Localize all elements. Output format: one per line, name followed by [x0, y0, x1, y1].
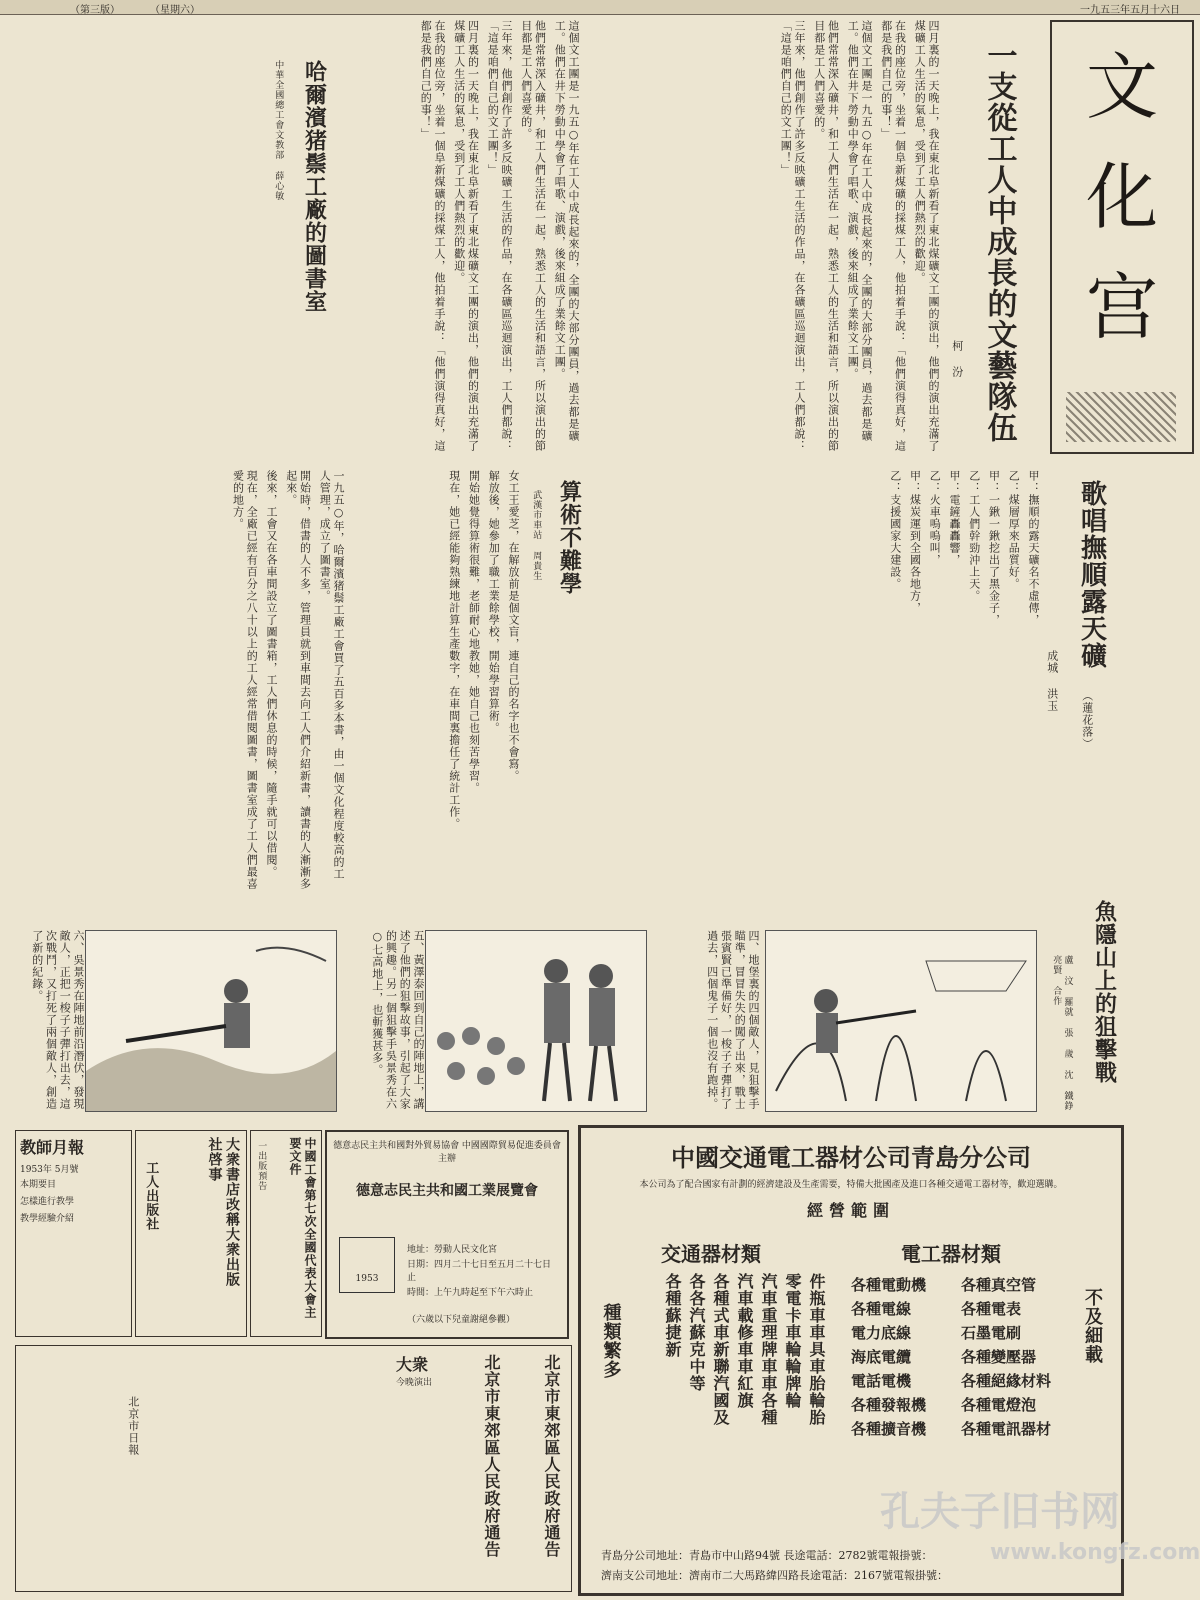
- qingdao-scope-title: 經營範圍: [806, 1201, 895, 1220]
- arith-paragraph: 解放後，她參加了職工業餘學校，開始學習算術。: [487, 470, 501, 734]
- qingdao-side-left: 種類繁多: [600, 1303, 622, 1379]
- song-line: 乙：火車嗚嗚叫，: [928, 470, 942, 566]
- teacher-monthly-line: 教學經驗介紹: [20, 1214, 75, 1224]
- jinan-footer-address: 濟南支公司地址：濟南市二大馬路緯四路長途電話：2167號電報掛號：: [601, 1569, 948, 1582]
- song-author: 成城 洪玉: [1045, 650, 1059, 712]
- troupe-paragraph: 四月裏的一天晚上，我在東北阜新看了東北煤礦文工團的演出，他們的演出充滿了煤礦工人生活的氣息，受到了工人們熱烈的歡迎。: [452, 20, 480, 452]
- expo-date: 日期：四月二十七日至五月二十七日止: [407, 1260, 552, 1283]
- masthead-char-2: 化: [1085, 155, 1159, 239]
- library-headline: 哈爾濱猪鬃工廠的圖書室: [301, 60, 328, 313]
- expo-time: 時間：上午九時起至下午六時止: [407, 1288, 534, 1298]
- troupe-paragraph: 三年來，他們創作了許多反映礦工生活的作品，在各礦區巡迴演出，工人們都說：「這是咱們自己的文工團！」: [779, 20, 806, 452]
- notice-dazhong-sub: 今晚演出: [396, 1378, 433, 1388]
- comic-panel-6: [85, 930, 337, 1112]
- song-line: 甲：一鍬一鍬挖出了黑金子，: [987, 470, 1001, 626]
- traffic-category-title: 交通器材類: [661, 1242, 761, 1266]
- arith-author: 武漢市車站 周貴生: [531, 490, 542, 581]
- congress-title: 中國工會第七次全國代表大會主要文件: [288, 1137, 317, 1319]
- song-genre: （蓮花落）: [1080, 690, 1094, 750]
- watermark-text: 孔夫子旧书网: [880, 1489, 1120, 1535]
- arith-headline: 算術不難學: [556, 480, 583, 595]
- comic-caption-6: [15, 930, 85, 1110]
- troupe-headline: 一支從工人中成長的文藝隊伍: [981, 40, 1017, 443]
- expo-title: 德意志民主共和國工業展覽會: [356, 1183, 538, 1199]
- sniper-authors: 盧 汶 羅就 張 歲 沈 鐵錚 亮賢 合作: [1051, 955, 1073, 1111]
- troupe-paragraph: 四月裏的一天晚上，我在東北阜新看了東北煤礦文工團的演出，他們的演出充滿了煤礦工人生活的氣息，受到了工人們熱烈的歡迎。: [913, 20, 940, 452]
- expo-note: （六歲以下兒童謝絕參觀）: [407, 1315, 516, 1325]
- notice-title: 北京市東郊區人民政府通告: [542, 1354, 561, 1558]
- troupe-paragraph: 他們常常深入礦井，和工人們生活在一起，熟悉工人的生活和語言，所以演出的節目都是工人們喜愛的。: [519, 20, 547, 452]
- library-paragraph: 現在，全廠已經有百分之八十以上的工人經常借閱圖書，圖書室成了工人們最喜愛的地方。: [231, 470, 259, 890]
- electric-item: 各種擴音機: [851, 1420, 927, 1438]
- troupe-paragraph: 在我的座位旁，坐着一個阜新煤礦的採煤工人，他拍着手說：「他們演得真好，這都是我們自己的事！」: [419, 20, 446, 452]
- troupe-paragraph: 三年來，他們創作了許多反映礦工生活的作品，在各礦區巡迴演出，工人們都說：「這是咱們自己的文工團！」: [486, 20, 513, 452]
- song-line: 甲：煤炭運到全國各地方，: [908, 470, 922, 614]
- arith-paragraph: 現在，她已經能夠熟練地計算生產數字，在車間裏擔任了統計工作。: [447, 470, 461, 830]
- traffic-item-col: 各種式車新聯汽國及: [711, 1273, 730, 1426]
- electric-item: 各種電表: [961, 1300, 1022, 1318]
- comic-panel-4: [765, 930, 1037, 1112]
- arith-body: [355, 470, 520, 890]
- page-header: [0, 0, 1200, 15]
- comic-caption-4: [650, 930, 760, 1110]
- electric-item: 各種電燈泡: [961, 1396, 1037, 1414]
- masthead-title: [1062, 32, 1180, 392]
- teacher-monthly-issue: 1953年 5月號: [20, 1165, 79, 1175]
- traffic-item-col: 各各汽蘇克中等: [687, 1273, 706, 1392]
- congress-note: 一出版預告: [256, 1141, 267, 1191]
- qingdao-title: 中國交通電工器材公司青島分公司: [671, 1143, 1031, 1172]
- song-line: 甲：撫順的露天礦名不虛傳，: [1027, 470, 1040, 626]
- troupe-body: [590, 20, 940, 460]
- watermark-url: www.kongfz.com: [990, 1540, 1200, 1565]
- song-headline: 歌唱撫順露天礦: [1076, 480, 1107, 669]
- qingdao-side-right: 不及細載: [1082, 1288, 1103, 1364]
- library-body: [15, 470, 345, 890]
- electric-item: 各種真空管: [961, 1276, 1037, 1294]
- sniper-illustration-icon: [766, 931, 1036, 1111]
- expo-sponsor: 德意志民主共和國對外貿易協會 中國國際貿易促進委員會 主辦: [333, 1141, 561, 1164]
- teacher-monthly-line: 怎樣進行教學: [20, 1197, 75, 1207]
- electric-item: 各種電訊器材: [961, 1420, 1052, 1438]
- electric-category-title: 電工器材類: [901, 1242, 1001, 1266]
- troupe-paragraph: 在我的座位旁，坐着一個阜新煤礦的採煤工人，他拍着手說：「他們演得真好，這都是我們自己的事！」: [879, 20, 907, 452]
- ad-german-expo: [325, 1130, 569, 1339]
- comic-caption-text: 五、黃澤泰回到自己的陣地上，講述了他們的狙擊故事，引起了大家的興趣。另一個狙擊手吳景秀在六○七高地上，也斬獲甚多。: [370, 930, 425, 1110]
- masthead-calligraphy: [1062, 32, 1180, 392]
- library-paragraph: 開始時，借書的人不多，管理員就到車間去向工人們介紹新書，讀書的人漸漸多起來。: [284, 470, 312, 890]
- notice-dazhong: [396, 1352, 456, 1388]
- masthead-char-3: 宫: [1085, 265, 1159, 349]
- song-line: 乙：工人們幹勁沖上天。: [967, 470, 981, 602]
- workers-press-title: 工人出版社: [143, 1161, 159, 1231]
- song-line: 乙：支援國家大建設。: [888, 470, 902, 590]
- dazhong-title: 大衆書店改稱大衆出版社啓事: [206, 1137, 240, 1287]
- comic-caption-text: 四、地堡裏的四個敵人，見狙擊手瞄準，冒冒失失的闖了出來，戰士張賓賢已準備好，一梭子子彈打了過去，四個鬼子一個也沒有跑掉。: [705, 930, 760, 1110]
- comic-panel-5: [425, 930, 647, 1112]
- arith-paragraph: 女工王愛芝，在解放前是個文盲，連自己的名字也不會寫。: [507, 470, 520, 782]
- page-date: 一九五三年五月十六日: [1080, 5, 1180, 16]
- arith-paragraph: 開始她覺得算術很難，老師耐心地教她，她自己也刻苦學習。: [467, 470, 481, 794]
- page-number: （第三版）: [70, 5, 120, 16]
- traffic-items: [636, 1273, 826, 1488]
- ad-teacher-monthly: [15, 1130, 132, 1337]
- masthead-box: [1050, 20, 1194, 454]
- soldiers-illustration-icon: [426, 931, 646, 1111]
- notice-title: 北京市東郊區人民政府通告: [482, 1354, 501, 1558]
- teacher-monthly-title: 教師月報: [20, 1138, 85, 1157]
- electric-column-2: [961, 1273, 1071, 1441]
- library-paragraph: 一九五○年，哈爾濱猪鬃工廠工會買了五百多本書，由一個文化程度較高的工人管理，成立了圖書室。: [318, 470, 345, 880]
- electric-item: 石墨電刷: [961, 1324, 1022, 1342]
- electric-item: 各種絕緣材料: [961, 1372, 1052, 1390]
- library-paragraph: 後來，工會又在各車間設立了圖書箱，工人們休息的時候，隨手就可以借閱。: [265, 470, 278, 878]
- electric-item: 各種發報機: [851, 1396, 927, 1414]
- machinegun-illustration-icon: [86, 931, 336, 1111]
- traffic-item-col: 各種蘇捷新: [663, 1273, 682, 1358]
- song-line: 甲：電鏟轟轟響，: [948, 470, 961, 566]
- notice-panel: [15, 1345, 572, 1592]
- electric-item: 海底電纜: [851, 1348, 912, 1366]
- electric-column-1: [851, 1273, 956, 1441]
- sniper-headline: 魚隱山上的狙擊戰: [1091, 900, 1118, 1084]
- electric-item: 電話電機: [851, 1372, 912, 1390]
- qingdao-footer-address: 青島分公司地址：青島市中山路94號 長途電話：2782號電報掛號：: [601, 1549, 933, 1562]
- song-body: [600, 470, 1040, 890]
- ad-dazhong: [135, 1130, 247, 1337]
- song-line: 乙：煤層厚來品質好。: [1007, 470, 1021, 590]
- qingdao-intro: 本公司為了配合國家有計劃的經濟建設及生產需要，特備大批國產及進口各種交通電工器材等，歡迎選購。: [639, 1180, 1063, 1190]
- electric-item: 電力底線: [851, 1324, 912, 1342]
- troupe-author: 柯 汾: [950, 340, 964, 378]
- masthead-decoration: [1066, 392, 1176, 442]
- masthead-char-1: 文: [1085, 45, 1159, 129]
- comic-caption-text: 六、吳景秀在陣地前沿潛伏，發現敵人，正把一梭子子彈打出去，這次戰鬥，又打死了兩個敵人，創造了新的紀錄。: [30, 930, 85, 1110]
- traffic-item-col: 件瓶車車具車胎輪胎: [807, 1273, 826, 1426]
- notice-title: 北京市日報: [126, 1396, 140, 1456]
- expo-logo: [339, 1237, 395, 1293]
- troupe-paragraph: 這個文工團是一九五○年在工人中成長起來的，全團的大部分團員，過去都是礦工。他們在井下勞動中學會了唱歌、演戲，後來組成了業餘文工團。: [553, 20, 580, 442]
- comic-caption-5: [345, 930, 425, 1110]
- library-author: 中華全國總工會文教部 薛心敏: [273, 60, 284, 201]
- ad-union-congress: [250, 1130, 322, 1337]
- electric-item: 各種變壓器: [961, 1348, 1037, 1366]
- troupe-paragraph: 他們常常深入礦井，和工人們生活在一起，熟悉工人的生活和語言，所以演出的節目都是工人們喜愛的。: [812, 20, 840, 452]
- page-weekday: （星期六）: [150, 5, 200, 16]
- troupe-body-continued: [15, 20, 580, 460]
- expo-logo-year: 1953: [355, 1274, 379, 1284]
- electric-item: 各種電線: [851, 1300, 912, 1318]
- notice-dazhong-title: 大衆: [396, 1355, 429, 1374]
- expo-address: 地址：勞動人民文化宮: [407, 1245, 498, 1255]
- traffic-item-col: 汽車重理牌車車各種: [759, 1273, 778, 1426]
- traffic-item-col: 汽車載修車車紅旗: [735, 1273, 754, 1409]
- traffic-item-col: 零電卡車輪輪牌輪: [783, 1273, 802, 1409]
- teacher-monthly-line: 本期要目: [20, 1180, 57, 1190]
- electric-items: [851, 1273, 1071, 1488]
- watermark: [880, 1480, 1120, 1537]
- electric-item: 各種電動機: [851, 1276, 927, 1294]
- troupe-paragraph: 這個文工團是一九五○年在工人中成長起來的，全團的大部分團員，過去都是礦工。他們在井下勞動中學會了唱歌、演戲，後來組成了業餘文工團。: [846, 20, 873, 442]
